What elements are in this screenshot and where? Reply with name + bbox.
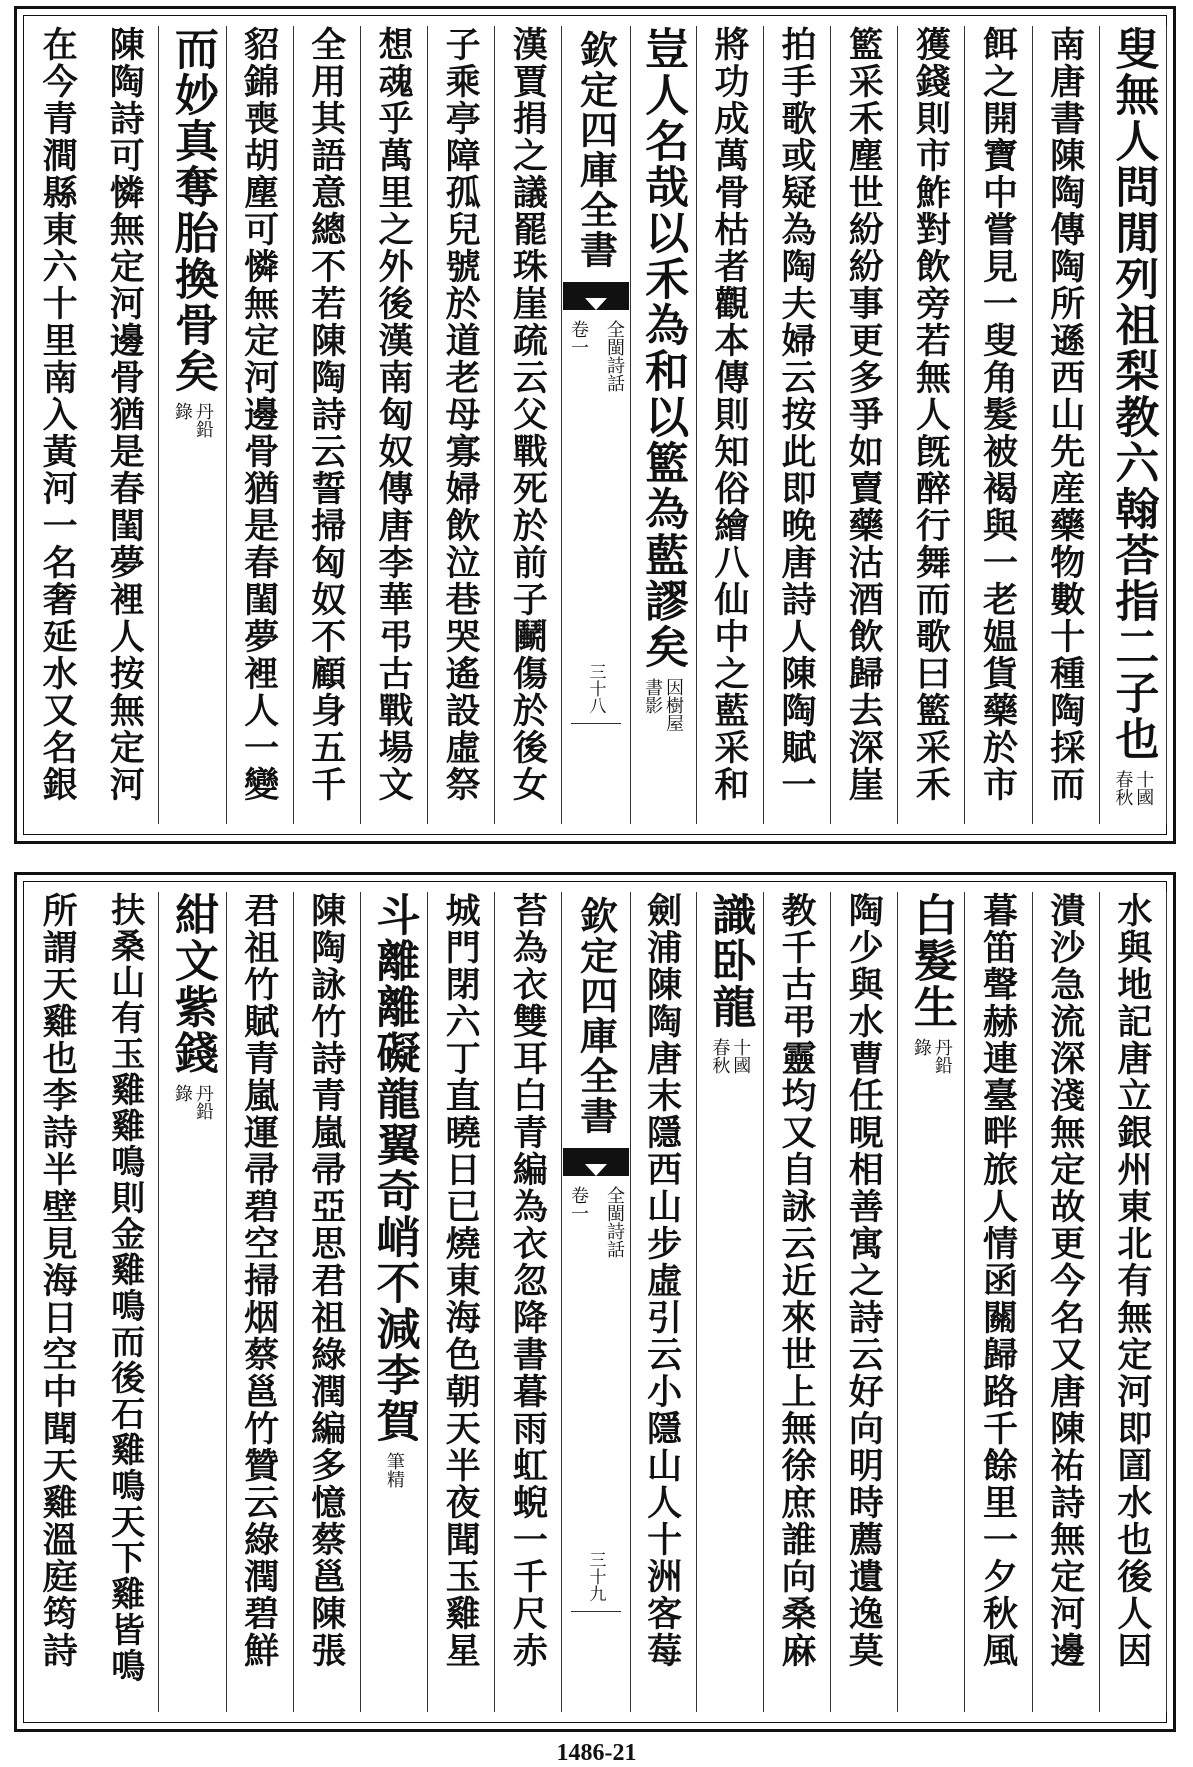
center-rule — [571, 723, 621, 724]
fish-tail-mark-icon — [563, 1148, 629, 1176]
text-column — [360, 892, 428, 1712]
column-text: 水與地記唐立銀州東北有無定河即圁水也後人因 — [1111, 892, 1153, 1669]
text-column — [24, 892, 91, 1712]
source-annotation-line: 筆精 — [383, 1452, 405, 1488]
column-text: 教千古弔靈均又自詠云近來世上無徐庶誰向桑麻 — [776, 892, 818, 1669]
text-column — [629, 892, 697, 1712]
column-text: 潰沙急流深淺無定故更今名又唐陳祐詩無定河邊 — [1044, 892, 1086, 1669]
book-meta-item: 全閩詩話 — [603, 320, 625, 392]
column-text: 獲錢則市鮓對飲旁若無人旣醉行舞而歌曰籃采禾 — [910, 26, 952, 803]
text-column — [696, 892, 764, 1712]
column-text: 斗離離礙龍翼奇峭不減李賀 — [368, 892, 420, 1444]
source-annotation-line: 錄 — [171, 1084, 193, 1102]
text-column — [494, 892, 562, 1712]
text-column — [494, 26, 562, 824]
text-column — [293, 26, 361, 824]
fish-tail-mark-icon — [563, 282, 629, 310]
text-column — [226, 26, 294, 824]
column-text: 識卧龍 — [704, 892, 756, 1030]
column-text: 城門閉六丁直曉日已燒東海色朝天半夜聞玉雞星 — [440, 892, 482, 1669]
book-meta-item: 全閩詩話 — [603, 1186, 625, 1258]
text-column — [964, 892, 1032, 1712]
text-column — [158, 26, 226, 824]
column-text: 暮笛聲赫連臺畔旅人情函關歸路千餘里一夕秋風 — [977, 892, 1019, 1669]
column-text: 籃采禾塵世紛紛事更多爭如賣藥沽酒飲歸去深崖 — [843, 26, 885, 803]
text-column — [91, 892, 159, 1712]
center-column-book-title — [561, 26, 630, 824]
text-column — [91, 26, 159, 824]
text-column — [964, 26, 1032, 824]
column-text: 扶桑山有玉雞雞鳴則金雞鳴而後石雞鳴天下雞皆鳴 — [104, 892, 145, 1684]
source-annotation-line: 錄 — [171, 402, 193, 420]
leaf-page-number: 三十八 — [585, 663, 606, 714]
column-text: 餌之開寶中嘗見一叟角髮被褐與一老媪貨藥於市 — [977, 26, 1019, 803]
source-annotation-line: 十國 — [1133, 770, 1155, 806]
text-column — [830, 892, 898, 1712]
book-title: 欽定四庫全書 — [573, 896, 619, 1136]
text-column — [830, 26, 898, 824]
column-text: 苔為衣雙耳白青編為衣忽降書暮雨虹蜺一千尺赤 — [507, 892, 549, 1669]
text-column — [1099, 26, 1167, 824]
book-meta — [565, 1186, 627, 1258]
top-page-panel — [14, 6, 1176, 844]
column-text: 南唐書陳陶傳陶所遜西山先産藥物數十種陶採而 — [1044, 26, 1086, 803]
source-annotation-line: 春秋 — [1112, 770, 1134, 806]
source-annotation — [384, 1444, 403, 1488]
source-annotation-line: 十國 — [730, 1038, 752, 1074]
book-meta-item: 卷一 — [567, 320, 589, 356]
text-column — [427, 892, 495, 1712]
column-text: 所謂天雞也李詩半壁見海日空中聞天雞溫庭筠詩 — [37, 892, 79, 1669]
top-page-frame — [23, 15, 1167, 835]
source-annotation — [911, 1030, 951, 1074]
book-title: 欽定四庫全書 — [573, 30, 619, 270]
column-text: 陳陶詠竹詩青嵐帚亞思君祖綠潤編多憶蔡邕陳張 — [305, 892, 347, 1669]
column-text: 想魂乎萬里之外後漢南匈奴傳唐李華弔古戰場文 — [372, 26, 414, 803]
source-annotation-line: 錄 — [910, 1038, 932, 1056]
text-column — [293, 892, 361, 1712]
column-text: 紺文紫錢 — [166, 892, 218, 1076]
text-column — [897, 26, 965, 824]
column-text: 陶少與水曹任晛相善寓之詩云好向明時薦遺逸莫 — [843, 892, 885, 1669]
center-rule — [571, 1611, 621, 1612]
book-meta — [565, 320, 627, 392]
column-text: 白髮生 — [905, 892, 957, 1030]
bottom-page-panel — [14, 872, 1176, 1732]
text-column — [1032, 26, 1100, 824]
book-meta-item: 卷一 — [567, 1186, 589, 1222]
page-footer-number: 1486-21 — [556, 1740, 637, 1766]
text-column — [24, 26, 91, 824]
text-column — [629, 26, 697, 824]
center-column-book-title — [561, 892, 630, 1712]
column-text: 在今青澗縣東六十里南入黃河一名奢延水又名銀 — [37, 26, 79, 803]
source-annotation — [709, 1030, 752, 1074]
column-text: 叟無人問閒列祖梨教六翰荅指二子也 — [1107, 26, 1159, 762]
bottom-page-frame — [23, 881, 1167, 1723]
source-annotation-line: 因樹屋 — [663, 678, 685, 732]
leaf-page-number: 三十九 — [585, 1551, 606, 1602]
column-text: 將功成萬骨枯者觀本傳則知俗繪八仙中之藍采和 — [708, 26, 750, 803]
source-annotation-line: 丹鉛 — [192, 1084, 214, 1120]
column-text: 子乘亭障孤兒號於道老母寡婦飲泣巷哭遙設虛祭 — [440, 26, 482, 803]
text-column — [158, 892, 226, 1712]
source-annotation-line: 春秋 — [709, 1038, 731, 1074]
source-annotation — [172, 394, 212, 438]
text-column — [1032, 892, 1100, 1712]
text-column — [763, 892, 831, 1712]
column-text: 全用其語意總不若陳陶詩云誓掃匈奴不顧身五千 — [305, 26, 347, 803]
text-column — [427, 26, 495, 824]
text-column — [897, 892, 965, 1712]
text-column — [696, 26, 764, 824]
column-text: 而妙真奪胎換骨矣 — [166, 26, 218, 394]
source-annotation-line: 書影 — [642, 678, 664, 714]
column-text: 劍浦陳陶唐末隱西山步虛引云小隱山人十洲客莓 — [641, 892, 683, 1669]
source-annotation-line: 丹鉛 — [931, 1038, 953, 1074]
source-annotation — [172, 1076, 212, 1120]
column-text: 豈人名哉以禾為和以籃為藍謬矣 — [637, 26, 689, 670]
source-annotation-line: 丹鉛 — [192, 402, 214, 438]
column-text: 漢賈捐之議罷珠崖疏云父戰死於前子鬭傷於後女 — [507, 26, 549, 803]
source-annotation — [1113, 762, 1153, 806]
text-column — [763, 26, 831, 824]
column-text: 貂錦喪胡塵可憐無定河邊骨猶是春閨夢裡人一變 — [238, 26, 280, 803]
text-column — [1099, 892, 1167, 1712]
column-text: 陳陶詩可憐無定河邊骨猶是春閨夢裡人按無定河 — [104, 26, 146, 803]
column-text: 拍手歌或疑為陶夫婦云按此即晚唐詩人陳陶賦一 — [776, 26, 818, 803]
text-column — [360, 26, 428, 824]
source-annotation — [642, 670, 685, 732]
text-column — [226, 892, 294, 1712]
column-text: 君祖竹賦青嵐運帚碧空掃烟蔡邕竹贊云綠潤碧鮮 — [238, 892, 280, 1669]
